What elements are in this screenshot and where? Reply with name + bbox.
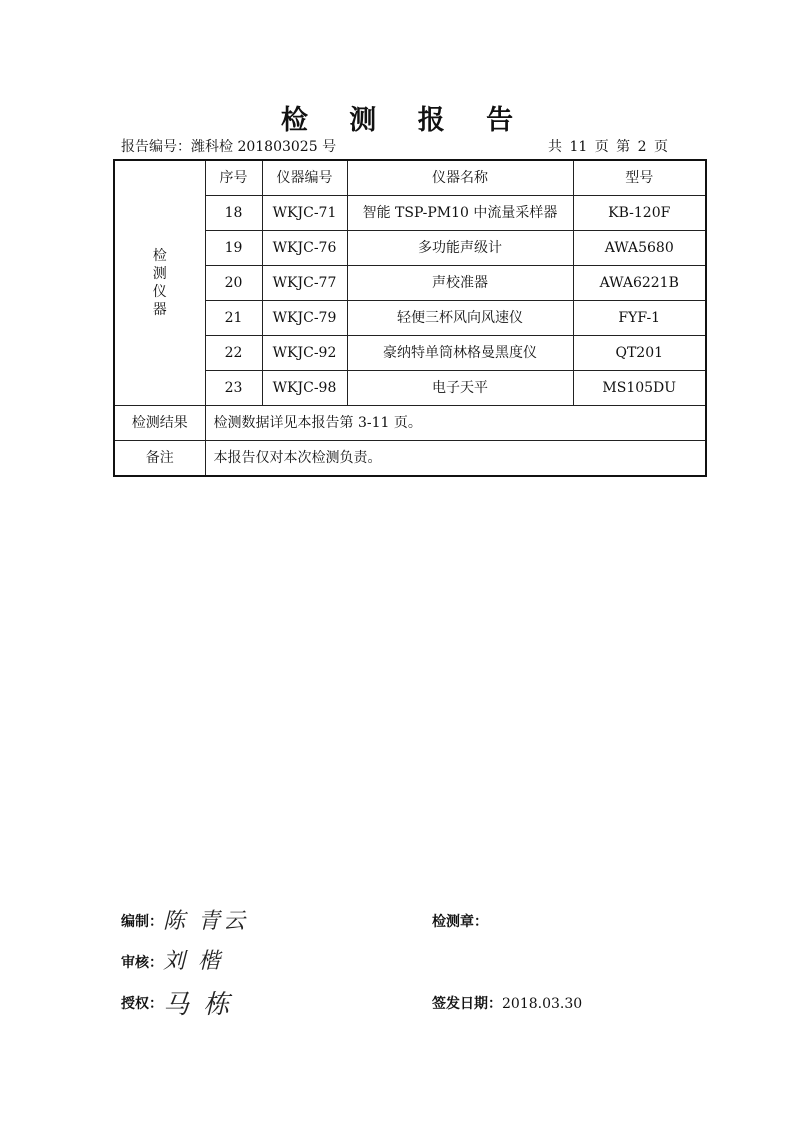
reviewed-label: 审核： — [121, 955, 163, 971]
cell-code: WKJC-98 — [262, 371, 347, 406]
result-label: 检测结果 — [114, 406, 205, 441]
authorized-label: 授权： — [121, 996, 163, 1012]
authorized-by — [121, 993, 163, 1013]
header-no: 序号 — [205, 160, 262, 196]
compiled-signature: 陈 青云 — [163, 909, 248, 934]
cell-model: AWA5680 — [573, 231, 706, 266]
instrument-table — [113, 159, 707, 477]
stamp-label: 检测章： — [432, 914, 488, 930]
result-row — [114, 406, 706, 441]
cell-model: AWA6221B — [573, 266, 706, 301]
cell-code: WKJC-71 — [262, 196, 347, 231]
table-header-row — [114, 160, 706, 196]
compiled-by — [121, 911, 163, 931]
remark-label: 备注 — [114, 441, 205, 477]
header-model: 型号 — [573, 160, 706, 196]
cell-no: 23 — [205, 371, 262, 406]
issue-date-label: 签发日期： — [432, 996, 502, 1012]
cell-model: QT201 — [573, 336, 706, 371]
result-value: 检测数据详见本报告第 3-11 页。 — [205, 406, 706, 441]
cell-code: WKJC-92 — [262, 336, 347, 371]
section-label-instruments: 检 测 仪 器 — [114, 160, 205, 406]
cell-name: 多功能声级计 — [347, 231, 573, 266]
page-info: 共 11 页 第 2 页 — [548, 139, 668, 155]
inspection-stamp — [432, 911, 488, 931]
cell-code: WKJC-79 — [262, 301, 347, 336]
cell-no: 21 — [205, 301, 262, 336]
cell-name: 声校准器 — [347, 266, 573, 301]
cell-name: 电子天平 — [347, 371, 573, 406]
issue-date-value: 2018.03.30 — [502, 996, 583, 1012]
remark-value: 本报告仅对本次检测负责。 — [205, 441, 706, 477]
cell-no: 19 — [205, 231, 262, 266]
cell-no: 20 — [205, 266, 262, 301]
report-number: 报告编号：潍科检 201803025 号 — [121, 139, 337, 155]
cell-model: FYF-1 — [573, 301, 706, 336]
issue-date — [432, 993, 582, 1013]
header-name: 仪器名称 — [347, 160, 573, 196]
reviewed-by — [121, 952, 163, 972]
cell-no: 18 — [205, 196, 262, 231]
reviewed-signature: 刘 楷 — [163, 949, 223, 974]
header-code: 仪器编号 — [262, 160, 347, 196]
report-title: 检 测 报 告 — [280, 105, 530, 136]
cell-name: 豪纳特单筒林格曼黑度仪 — [347, 336, 573, 371]
cell-no: 22 — [205, 336, 262, 371]
cell-model: KB-120F — [573, 196, 706, 231]
cell-name: 智能 TSP-PM10 中流量采样器 — [347, 196, 573, 231]
remark-row — [114, 441, 706, 477]
cell-code: WKJC-76 — [262, 231, 347, 266]
cell-name: 轻便三杯风向风速仪 — [347, 301, 573, 336]
compiled-label: 编制： — [121, 914, 163, 930]
cell-model: MS105DU — [573, 371, 706, 406]
cell-code: WKJC-77 — [262, 266, 347, 301]
authorized-signature: 马 栋 — [163, 990, 233, 1020]
